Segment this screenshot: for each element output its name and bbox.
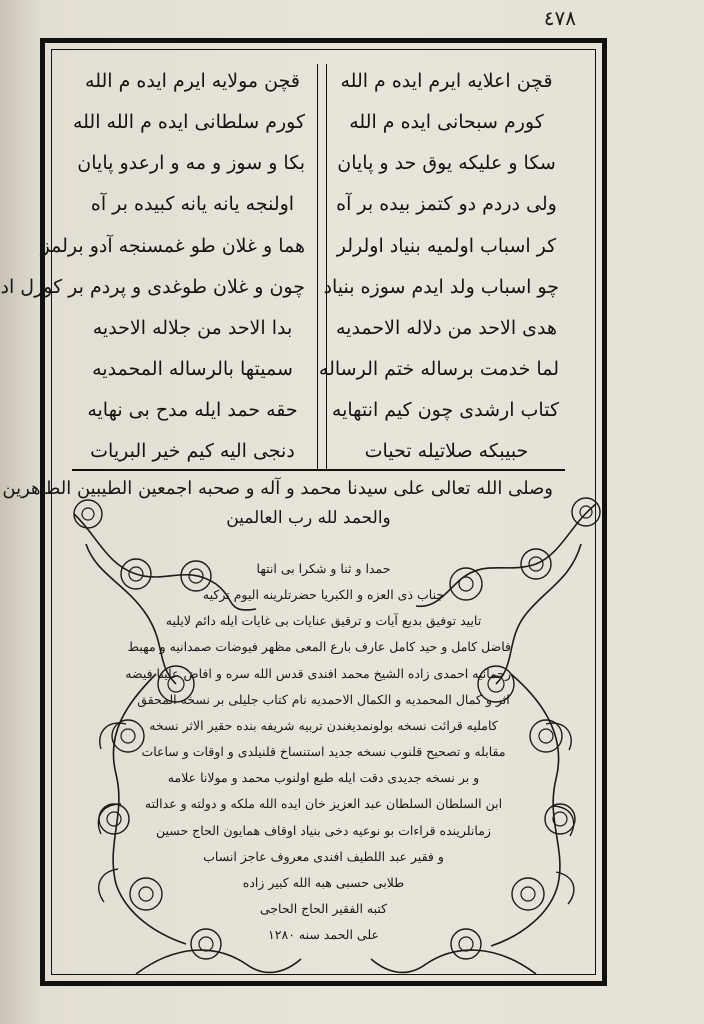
colophon-line: حمدا و ثنا و شکرا بی انتها <box>256 561 391 576</box>
colophon-line: زمانلرینده قراءات بو نوعیه دخی بنیاد اوقاف همایون الحاج حسین <box>156 822 491 838</box>
verse-line: قچن مولایه ایرم ایده م الله <box>85 70 300 92</box>
colophon-line: و فقیر عبد اللطیف افندی معروف عاجز انساب <box>203 848 444 864</box>
verse-line: کورم سلطانی ایده م الله الله <box>72 111 305 134</box>
verse-line: سمیتها بالرساله المحمدیه <box>92 357 293 380</box>
page-frame <box>0 38 607 986</box>
verse-block <box>0 64 565 471</box>
verse-line: کورم سبحانی ایده م الله <box>349 111 544 134</box>
column-divider <box>317 64 327 469</box>
verse-line: بکا و سوز و مه و ارعدو پایان <box>77 152 305 175</box>
page-frame-inner <box>0 49 596 975</box>
colophon-blessing: وصلی الله تعالی علی سیدنا محمد و آله و صحبه اجمعین الطیبین الطاهرین <box>2 478 553 499</box>
verse-line: ولی دردم دو کتمز بیده بر آه <box>336 193 557 216</box>
verse-column-left <box>0 70 305 463</box>
verse-line: بدا الاحد من جلاله الاحدیه <box>92 316 293 339</box>
colophon-line: تایید توفیق بدیع آیات و ترقیق عنایات بی غایات ایله دائم لایلیه <box>165 613 482 629</box>
verse-line: سکا و علیکه یوق حد و پایان <box>337 152 556 175</box>
colophon-line: اثر و کمال المحمدیه و الکمال الاحمدیه نام کتاب جلیلی بر نسخه المحقق <box>137 691 510 707</box>
colophon-line: کاملیه قرائت نسخه بولونمدیغندن تربیه شریفه بنده حقیر الاثر نسخه <box>149 717 498 733</box>
colophon-line: رحمانیه احمدی زاده الشیخ محمد افندی قدس الله سره و افاض علینا فیضه <box>125 665 511 681</box>
colophon-line: ابن السلطان السلطان عبد العزیز خان ایده الله ملکه و دولته و عدالته <box>144 796 503 812</box>
verse-line: حقه حمد ایله مدح بی نهایه <box>87 399 298 421</box>
verse-line: هدی الاحد من دلاله الاحمدیه <box>335 316 558 339</box>
page-number: ٤٧٨ <box>543 6 576 30</box>
colophon-body <box>125 561 511 943</box>
colophon-line: مقابله و تصحیح قلنوب نسخه جدید استنساخ قلنیلدی و اوقات و ساعات <box>141 744 506 760</box>
colophon-line: طلابی حسبی هبه الله کبیر زاده <box>242 874 405 890</box>
colophon-praise: والحمد لله رب العالمین <box>226 508 391 528</box>
verse-line: حبیبکه صلاتیله تحیات <box>364 440 529 463</box>
verse-line: کر اسباب اولمیه بنیاد اولرلر <box>336 234 557 257</box>
colophon-line: جناب ذی العزه و الکبریا حضرتلرینه الیوم ترکیه <box>202 587 445 603</box>
colophon-line: و بر نسخه جدیدی دقت ایله طبع اولنوب محمد و مولانا علامه <box>167 770 480 786</box>
verse-line: اولنجه یانه یانه کبیده بر آه <box>90 193 295 216</box>
verse-line: هما و غلان طو غمسنجه آدو برلمز <box>40 234 305 257</box>
verse-column-right <box>318 70 559 463</box>
colophon <box>2 474 581 960</box>
verse-line: کتاب ارشدی چون کیم انتهایه <box>331 399 559 421</box>
verse-line: قچن اعلایه ایرم ایده م الله <box>340 70 553 92</box>
verse-line: لما خدمت برساله ختم الرساله <box>318 357 559 380</box>
colophon-line: فاضل کامل و حید کامل عارف بارع المعی مظهر فیوضات صمدانیه و مهبط <box>127 639 511 655</box>
colophon-line: کتبه الفقیر الحاج الحاجی <box>259 901 388 917</box>
verse-line: چون و غلان طوغدی و پردم بر کوزل اد <box>0 275 305 298</box>
verse-line: دنجی الیه کیم خیر البریات <box>90 440 295 463</box>
verse-line: چو اسباب ولد ایدم سوزه بنیاد <box>323 275 559 298</box>
colophon-line: علی الحمد سنه ١٢٨٠ <box>268 927 379 943</box>
